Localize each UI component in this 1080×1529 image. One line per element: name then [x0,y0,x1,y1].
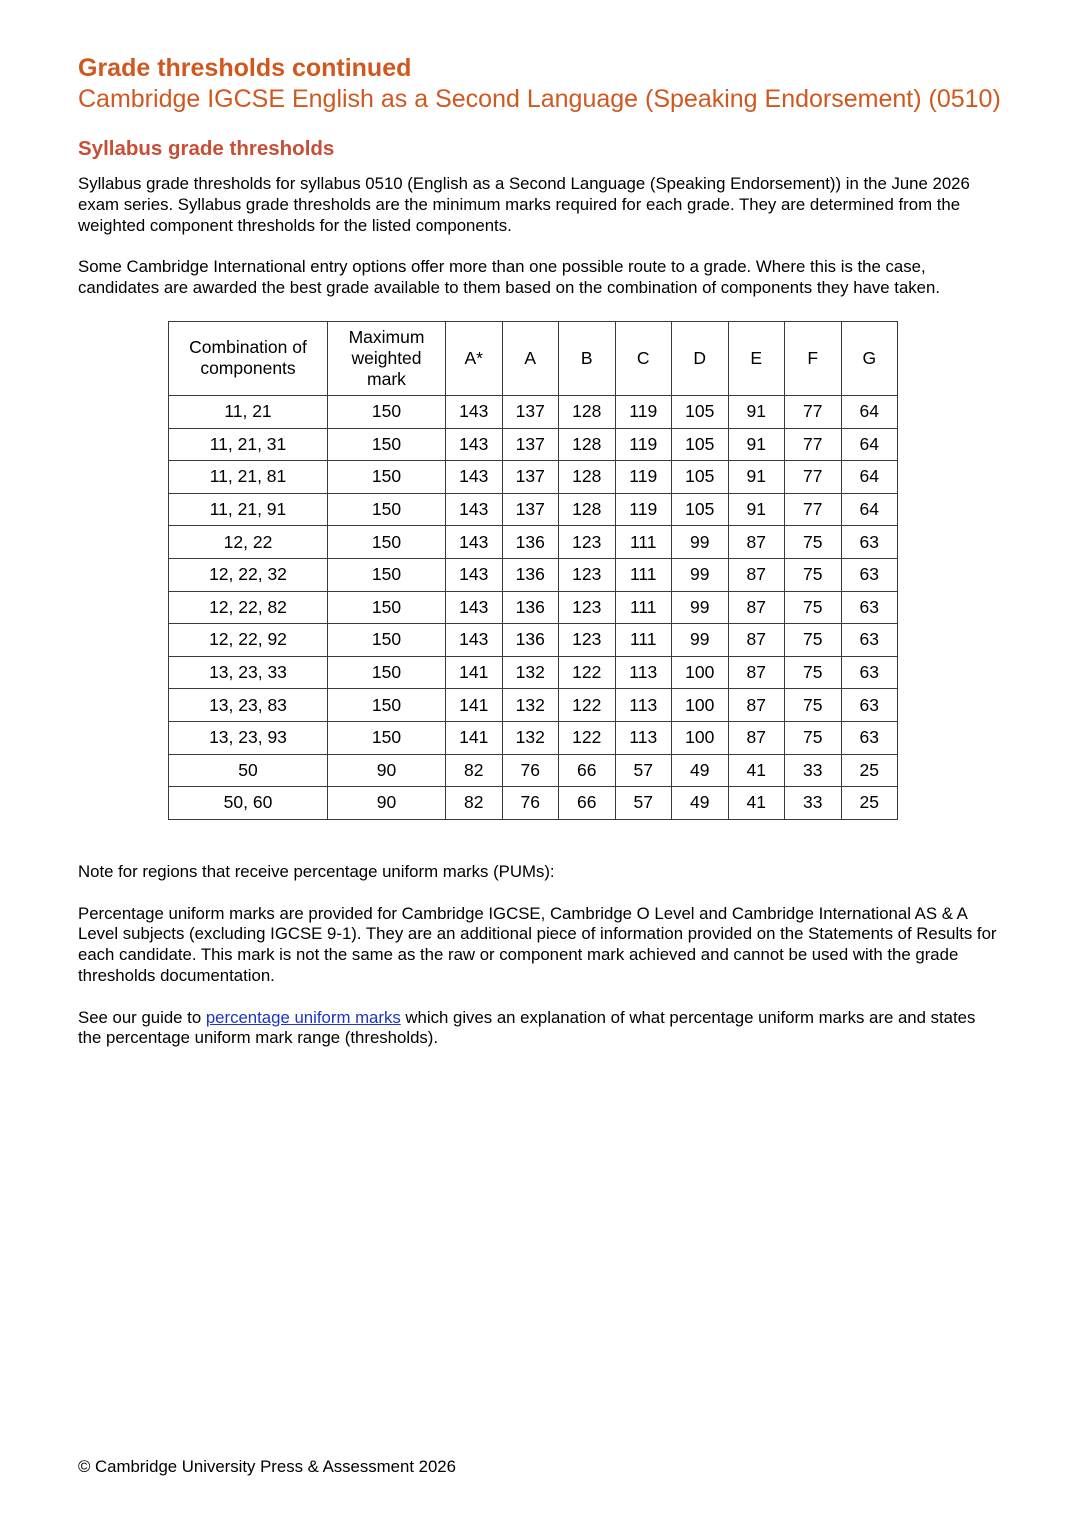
cell-grade-f: 75 [785,689,842,722]
table-row [169,721,898,754]
cell-grade-e: 91 [728,428,785,461]
cell-grade-c: 113 [615,721,672,754]
header-grade-a: A [502,321,559,395]
cell-combination: 11, 21, 31 [169,428,328,461]
table-row [169,526,898,559]
cell-grade-d: 99 [672,526,729,559]
cell-grade-c: 119 [615,461,672,494]
cell-combination: 11, 21, 91 [169,493,328,526]
cell-grade-d: 49 [672,754,729,787]
cell-grade-g: 64 [841,428,898,461]
cell-max-mark: 150 [328,428,446,461]
cell-grade-a-star: 141 [446,656,503,689]
cell-grade-c: 57 [615,754,672,787]
cell-grade-g: 64 [841,461,898,494]
cell-grade-d: 100 [672,721,729,754]
cell-grade-a-star: 141 [446,689,503,722]
table-row [169,428,898,461]
table-row [169,558,898,591]
cell-combination: 13, 23, 93 [169,721,328,754]
cell-grade-a: 137 [502,461,559,494]
cell-grade-d: 105 [672,493,729,526]
cell-grade-c: 111 [615,526,672,559]
cell-grade-a: 76 [502,754,559,787]
cell-grade-a: 136 [502,591,559,624]
table-row [169,624,898,657]
document-page [78,52,1003,1070]
cell-grade-c: 57 [615,787,672,820]
cell-grade-d: 100 [672,656,729,689]
table-body [169,395,898,819]
cell-grade-b: 128 [559,461,616,494]
cell-grade-b: 123 [559,558,616,591]
cell-grade-d: 105 [672,428,729,461]
cell-max-mark: 90 [328,754,446,787]
cell-grade-g: 63 [841,656,898,689]
cell-grade-a-star: 143 [446,591,503,624]
cell-grade-f: 77 [785,428,842,461]
cell-grade-a: 132 [502,656,559,689]
table-row [169,787,898,820]
cell-max-mark: 90 [328,787,446,820]
cell-grade-c: 119 [615,428,672,461]
cell-grade-a-star: 143 [446,461,503,494]
header-grade-g: G [841,321,898,395]
cell-grade-e: 91 [728,493,785,526]
cell-grade-d: 49 [672,787,729,820]
cell-grade-f: 75 [785,526,842,559]
cell-grade-e: 87 [728,526,785,559]
cell-grade-c: 113 [615,656,672,689]
table-row [169,754,898,787]
cell-max-mark: 150 [328,493,446,526]
table-row [169,656,898,689]
cell-grade-b: 122 [559,689,616,722]
cell-grade-b: 128 [559,493,616,526]
cell-grade-d: 100 [672,689,729,722]
cell-max-mark: 150 [328,689,446,722]
header-grade-a-star: A* [446,321,503,395]
cell-grade-e: 87 [728,656,785,689]
cell-grade-f: 77 [785,493,842,526]
cell-grade-f: 77 [785,461,842,494]
cell-grade-g: 64 [841,493,898,526]
cell-grade-b: 122 [559,656,616,689]
cell-grade-a-star: 143 [446,493,503,526]
cell-grade-e: 87 [728,689,785,722]
cell-grade-a: 136 [502,624,559,657]
cell-grade-g: 64 [841,395,898,428]
section-heading: Syllabus grade thresholds [78,137,335,160]
table-row [169,493,898,526]
header-combination: Combination of components [169,321,328,395]
cell-grade-a: 136 [502,558,559,591]
cell-grade-e: 91 [728,395,785,428]
cell-grade-a: 136 [502,526,559,559]
cell-max-mark: 150 [328,395,446,428]
routes-paragraph: Some Cambridge International entry options offer more than one possible route to a grade. Where this is the case, candidates are awarded the best grade available to them based on the combination of components they have taken. [78,257,941,298]
cell-grade-f: 77 [785,395,842,428]
table-row [169,461,898,494]
cell-grade-a-star: 143 [446,526,503,559]
cell-combination: 50 [169,754,328,787]
cell-grade-a-star: 82 [446,754,503,787]
cell-grade-a: 132 [502,721,559,754]
cell-grade-g: 63 [841,721,898,754]
cell-grade-e: 41 [728,754,785,787]
cell-grade-g: 63 [841,591,898,624]
intro-paragraph: Syllabus grade thresholds for syllabus 0510 (English as a Second Language (Speaking Endorsement)) in the June 2026 exam series. Syllabus grade thresholds are the minimum marks required for each grade. They are determined from the weighted component thresholds for the listed components. [78,174,970,235]
cell-grade-g: 63 [841,624,898,657]
cell-grade-a-star: 143 [446,624,503,657]
cell-grade-f: 75 [785,656,842,689]
cell-grade-a: 137 [502,395,559,428]
cell-combination: 13, 23, 33 [169,656,328,689]
cell-grade-b: 66 [559,787,616,820]
cell-grade-e: 87 [728,558,785,591]
cell-grade-a-star: 143 [446,428,503,461]
page-title: Grade thresholds continued [78,54,412,82]
pum-note-heading: Note for regions that receive percentage uniform marks (PUMs): [78,861,555,881]
cell-grade-f: 75 [785,624,842,657]
cell-grade-e: 87 [728,721,785,754]
header-grade-f: F [785,321,842,395]
cell-combination: 50, 60 [169,787,328,820]
cell-grade-d: 99 [672,558,729,591]
header-max-mark: Maximum weighted mark [328,321,446,395]
cell-combination: 13, 23, 83 [169,689,328,722]
grade-thresholds-table [168,321,898,820]
cell-grade-b: 123 [559,624,616,657]
cell-grade-c: 111 [615,624,672,657]
cell-grade-b: 128 [559,395,616,428]
cell-grade-c: 111 [615,558,672,591]
cell-combination: 12, 22, 82 [169,591,328,624]
cell-combination: 11, 21 [169,395,328,428]
copyright-footer: © Cambridge University Press & Assessment 2026 [78,1457,456,1476]
cell-grade-c: 119 [615,493,672,526]
header-grade-d: D [672,321,729,395]
table-row [169,395,898,428]
cell-grade-f: 75 [785,721,842,754]
table-row [169,689,898,722]
cell-grade-a: 76 [502,787,559,820]
cell-max-mark: 150 [328,461,446,494]
cell-grade-g: 25 [841,754,898,787]
guide-text-after: which gives an explanation of what percentage uniform marks are and states the percentage uniform mark range (thresholds). [78,1007,976,1048]
cell-grade-d: 99 [672,591,729,624]
cell-grade-b: 122 [559,721,616,754]
syllabus-title: Cambridge IGCSE English as a Second Language (Speaking Endorsement) (0510) [78,85,1001,113]
pum-guide-paragraph [78,1008,1003,1050]
pum-note-text: Percentage uniform marks are provided for Cambridge IGCSE, Cambridge O Level and Cambridge International AS & A Level subjects (excluding IGCSE 9-1). They are an additional piece of information provided on the Statements of Results for each candidate. This mark is not the same as the raw or component mark achieved and cannot be used with the grade thresholds documentation. [78,903,997,985]
cell-grade-a-star: 141 [446,721,503,754]
cell-grade-c: 113 [615,689,672,722]
cell-grade-c: 111 [615,591,672,624]
cell-combination: 12, 22 [169,526,328,559]
cell-grade-b: 123 [559,526,616,559]
cell-grade-e: 91 [728,461,785,494]
cell-grade-g: 63 [841,689,898,722]
guide-text-before: See our guide to [78,1007,206,1027]
cell-grade-g: 63 [841,526,898,559]
cell-grade-a-star: 82 [446,787,503,820]
cell-max-mark: 150 [328,591,446,624]
table-row [169,591,898,624]
cell-grade-e: 87 [728,591,785,624]
cell-grade-c: 119 [615,395,672,428]
cell-combination: 11, 21, 81 [169,461,328,494]
cell-grade-a-star: 143 [446,395,503,428]
table-header-row [169,321,898,395]
cell-grade-a: 137 [502,493,559,526]
cell-grade-e: 41 [728,787,785,820]
cell-grade-g: 63 [841,558,898,591]
cell-grade-f: 75 [785,591,842,624]
cell-grade-f: 33 [785,754,842,787]
cell-grade-a-star: 143 [446,558,503,591]
cell-grade-e: 87 [728,624,785,657]
cell-grade-d: 99 [672,624,729,657]
cell-max-mark: 150 [328,624,446,657]
cell-grade-a: 132 [502,689,559,722]
cell-combination: 12, 22, 92 [169,624,328,657]
cell-grade-g: 25 [841,787,898,820]
cell-max-mark: 150 [328,721,446,754]
cell-grade-b: 66 [559,754,616,787]
header-grade-e: E [728,321,785,395]
header-grade-c: C [615,321,672,395]
cell-grade-f: 75 [785,558,842,591]
cell-combination: 12, 22, 32 [169,558,328,591]
cell-max-mark: 150 [328,656,446,689]
header-grade-b: B [559,321,616,395]
cell-grade-b: 123 [559,591,616,624]
cell-grade-b: 128 [559,428,616,461]
cell-grade-f: 33 [785,787,842,820]
cell-grade-d: 105 [672,395,729,428]
pum-notes [78,862,1003,1050]
cell-grade-a: 137 [502,428,559,461]
cell-max-mark: 150 [328,526,446,559]
cell-max-mark: 150 [328,558,446,591]
percentage-uniform-marks-link[interactable]: percentage uniform marks [205,1007,401,1027]
cell-grade-d: 105 [672,461,729,494]
